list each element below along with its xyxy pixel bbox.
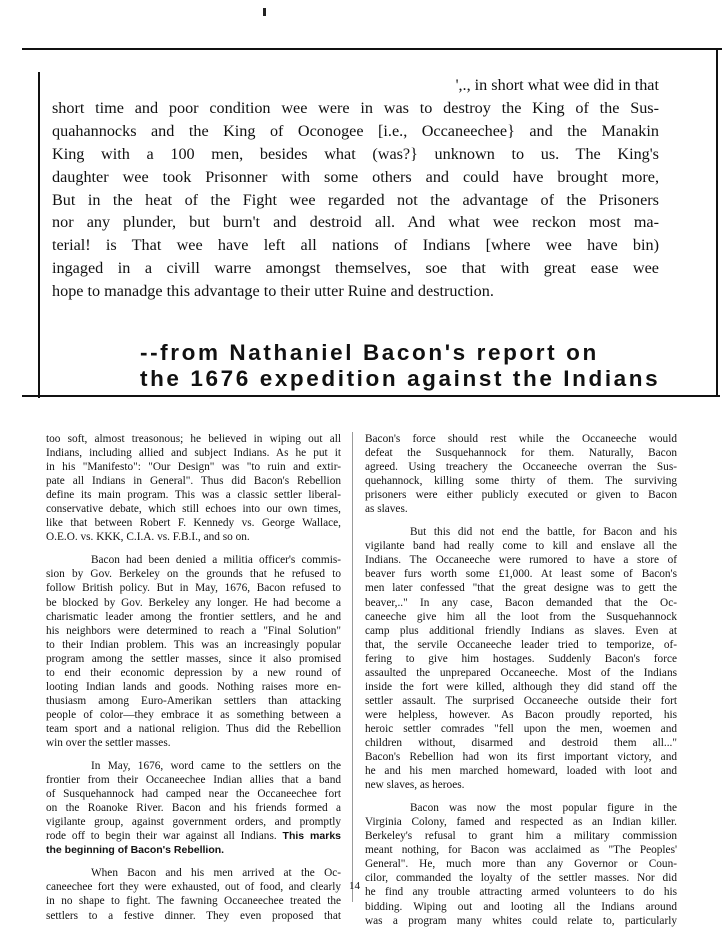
- quote-line: ingaged in a civill warre amongst themselves, soe that with great ease wee: [52, 259, 659, 278]
- column-line: new slaves, as heroes.: [365, 779, 465, 792]
- column-line: camp plus additional friendly Indians as slaves. Even at: [365, 624, 677, 637]
- column-line: he and his men marched homeward, loaded with loot and: [365, 765, 677, 778]
- column-line: Virginia Colony, famed and respected as an Indian killer.: [365, 816, 677, 829]
- column-line: Indians. The Occaneeche were rumored to have a store of: [365, 554, 677, 567]
- column-line: cilor, commanded the loyalty of the settler masses. Nor did: [365, 872, 677, 885]
- quote-line: quahannocks and the King of Oconogee [i.e., Occaneechee} and the Manakin: [52, 121, 659, 140]
- stray-mark: [263, 8, 266, 16]
- right-column: [365, 432, 677, 928]
- paragraph-gap: [365, 792, 677, 801]
- column-line: caneeche give him all the loot from the Susquehannock: [365, 610, 677, 623]
- page-number: 14: [349, 880, 360, 892]
- column-line: defeat the Susquehannock for them. Naturally, Bacon: [365, 447, 677, 460]
- column-line: team sport and a national religion. Thus did the Rebellion: [46, 722, 341, 735]
- column-line: conservative debate, which still echoes into our own times,: [46, 503, 341, 516]
- column-line: vigilante group, against government orders, and promptly: [46, 816, 341, 829]
- column-line: Bacon's force should rest while the Occaneeche would: [365, 433, 677, 445]
- column-line: fering to give him hostages. Suddenly Bacon's force: [365, 652, 677, 665]
- column-line: agreed. Using treachery the Occaneeche overran the Sus-: [365, 461, 677, 474]
- column-line: quehannock, killing some thirty of them. The surviving: [365, 475, 677, 488]
- column-line: Bacon's Rebellion had won its first important victory, and: [365, 751, 677, 764]
- bold-emphasis: This marks: [282, 830, 341, 843]
- column-line: assaulted the unprepared Occaneeche. Most of the Indians: [365, 666, 677, 679]
- column-line: on the Roanoke River. Bacon and his friends formed a: [46, 802, 341, 815]
- quote-line: terial! is That wee have left all nations of Indians [where wee have bin): [52, 236, 659, 255]
- attribution-line-1: --from Nathaniel Bacon's report on: [140, 340, 599, 365]
- column-line: caneechee fort they were exhausted, out of food, and clearly: [46, 881, 341, 894]
- quote-line: King with a 100 men, besides what (was?} unknown to us. The King's: [52, 144, 659, 163]
- column-line: Bacon had been denied a militia officer's commis-: [91, 554, 341, 567]
- paragraph-gap: [46, 544, 341, 553]
- column-line: his neighbors were determined to reach a "Final Solution": [46, 624, 341, 637]
- column-line: define its main program. This was a classic settler liberal-: [46, 489, 341, 502]
- column-line: too soft, almost treasonous; he believed in wiping out all: [46, 433, 341, 445]
- column-line: men later confessed "that the great designe was to gett the: [365, 582, 677, 595]
- column-line: to their Indian problem. This was an increasingly popular: [46, 638, 341, 651]
- box-top-rule: [22, 48, 722, 50]
- column-line: follow British policy. But in May, 1676, Bacon refused to: [46, 582, 341, 595]
- column-line: he find any trouble attracting armed volunteers to do his: [365, 886, 677, 899]
- paragraph-gap: [46, 750, 341, 759]
- column-line: settlers to a festive dinner. They even proposed that: [46, 909, 341, 922]
- column-line: to end their economic depression by a new round of: [46, 666, 341, 679]
- quote-line: hope to manadge this advantage to their utter Ruine and destruction.: [52, 282, 494, 301]
- column-line: like that between Robert F. Kennedy vs. George Wallace,: [46, 517, 341, 530]
- column-line: beaver,.." In any case, Bacon demanded that the Oc-: [365, 596, 677, 609]
- column-line: heroic settler comrades "fell upon the men, woemen and: [365, 722, 677, 735]
- column-line: thusiasm among Euro-Amerikan settlers than attacking: [46, 694, 341, 707]
- column-line: When Bacon and his men arrived at the Oc-: [91, 867, 341, 880]
- column-line: Bacon was now the most popular figure in the: [410, 802, 677, 815]
- column-line: in his "Manifesto": "Our Design" was "to ruin and extir-: [46, 461, 341, 474]
- quote-line: But in the heat of the Fight wee regarded not the advantage of the Prisoners: [52, 190, 659, 209]
- column-line: looting Indian lands and goods. Nothing raises more en-: [46, 680, 341, 693]
- column-line: pate all Indians in General". Thus did Bacon's Rebellion: [46, 475, 341, 488]
- column-line: O.E.O. vs. KKK, C.I.A. vs. F.B.I., and so on.: [46, 531, 250, 544]
- column-divider: [352, 432, 353, 902]
- column-line: in no shape to fight. The fawning Occaneechee treated the: [46, 895, 341, 908]
- quote-line: ',., in short what wee did in that: [455, 76, 659, 94]
- column-line: inside the fort were killed, although they did stand off the: [365, 680, 677, 693]
- column-line: settler assault. The surprised Occaneeche outside their fort: [365, 694, 677, 707]
- left-column: [46, 432, 341, 923]
- column-line: General". He, much more than any Governor or Coun-: [365, 858, 677, 871]
- column-line: people of color—they embrace it as something between a: [46, 708, 341, 721]
- column-line: Berkeley's refusal to grant him a military commission: [365, 830, 677, 843]
- column-line: vigilante band had really come to kill and enslave all the: [365, 540, 677, 553]
- column-line: bidding. Wiping out and looting all the Indians around: [365, 900, 677, 913]
- line-text: rode off to begin their war against all Indians.: [46, 830, 283, 843]
- column-line: as slaves.: [365, 503, 408, 516]
- column-line: beaver furs worth some £1,000. At least some of Bacon's: [365, 568, 677, 581]
- quote-line: short time and poor condition wee were in was to destroy the King of the Sus-: [52, 98, 659, 117]
- column-line: win over the settler masses.: [46, 736, 171, 749]
- column-line: were helpless, however. As Bacon proudly reported, his: [365, 708, 677, 721]
- quotation-block: [52, 74, 659, 303]
- column-line: was a program many whites could relate to, particularly: [365, 914, 677, 927]
- paragraph-gap: [365, 516, 677, 525]
- column-line: prisoners were either publicly executed or given to Bacon: [365, 489, 677, 502]
- box-left-rule: [38, 72, 40, 398]
- column-line: In May, 1676, word came to the settlers on the: [91, 760, 341, 773]
- column-line: program among the settler masses, since it also promised: [46, 652, 341, 665]
- column-line: [46, 829, 341, 843]
- column-line: charismatic leader among the frontier settlers, and he and: [46, 610, 341, 623]
- column-line: of Susquehannock had camped near the Occaneechee fort: [46, 788, 341, 801]
- column-line: that, the servile Occaneeche leader tried to temporize, of-: [365, 638, 677, 651]
- column-line: be blocked by Gov. Berkeley any longer. He had become a: [46, 596, 341, 609]
- column-line: children without, disarmed and destroid them all...": [365, 736, 677, 749]
- column-line: Indians, including allied and subject Indians. As he put it: [46, 447, 341, 460]
- attribution: [140, 340, 660, 392]
- attribution-line-2: the 1676 expedition against the Indians: [140, 366, 661, 391]
- box-right-rule: [716, 48, 718, 396]
- box-bottom-rule: [22, 395, 720, 397]
- column-line: meant nothing, for Bacon was acclaimed as "The Peoples': [365, 844, 677, 857]
- column-line: frontier from their Occaneechee Indian allies that a band: [46, 774, 341, 787]
- column-line: the beginning of Bacon's Rebellion.: [46, 844, 225, 857]
- quote-line: daughter wee took Prisonner with some others and could have brought more,: [52, 167, 659, 186]
- paragraph-gap: [46, 857, 341, 866]
- column-line: But this did not end the battle, for Bacon and his: [410, 526, 677, 539]
- quote-line: nor any plunder, but burn't and destroid all. And what wee reckon most ma-: [52, 213, 659, 232]
- column-line: sion by Gov. Berkeley on the grounds that he refused to: [46, 568, 341, 581]
